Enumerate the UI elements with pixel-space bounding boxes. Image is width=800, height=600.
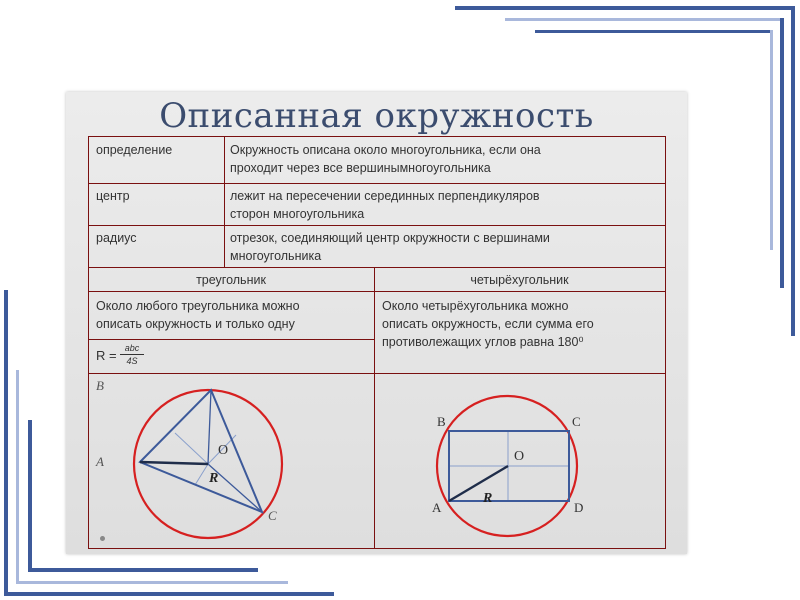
slide [66, 92, 687, 554]
frame-line-top-3 [535, 30, 770, 33]
row-definition-text-2: проходит через все вершинымногоугольника [230, 161, 491, 175]
row-divider-5 [88, 339, 374, 340]
row-radius-text-1: отрезок, соединяющий центр окружности с вершинами [230, 231, 550, 245]
quadrilateral-diagram [374, 374, 665, 546]
row-label-radius: радиус [96, 231, 137, 245]
formula-denominator: 4S [126, 356, 138, 366]
label-column-divider [224, 136, 225, 267]
tri-seg-ob [208, 390, 211, 464]
frame-line-left-1 [4, 290, 8, 596]
triangle-text-2: описать окружность и только одну [96, 317, 295, 331]
tri-label-o: O [218, 443, 229, 458]
row-label-center: центр [96, 189, 130, 203]
frame-line-bottom-1 [4, 592, 334, 596]
quad-label-a: A [432, 500, 442, 515]
frame-line-top-1 [455, 6, 795, 10]
quad-radius-oa [449, 466, 508, 501]
row-label-definition: определение [96, 143, 173, 157]
tri-perp-3 [195, 464, 208, 485]
tri-radius-oa [140, 462, 208, 464]
table-border-right [665, 136, 666, 548]
quad-label-r: R [483, 491, 493, 506]
row-divider-2 [88, 225, 666, 226]
tri-perp-1 [175, 433, 208, 464]
formula-numerator: abc [120, 343, 144, 355]
frame-line-right-3 [770, 30, 773, 250]
row-divider-4 [88, 291, 666, 292]
formula-prefix: R = [96, 348, 117, 363]
frame-line-left-2 [16, 370, 19, 582]
row-center-text-1: лежит на пересечении серединных перпендикуляров [230, 189, 540, 203]
row-definition-text-1: Окружность описана около многоугольника, если она [230, 143, 541, 157]
quad-text-2: описать окружность, если сумма его [382, 317, 594, 331]
tri-label-r: R [209, 471, 219, 486]
row-divider-3 [88, 267, 666, 268]
triangle-diagram [88, 374, 374, 546]
tri-label-a: A [96, 454, 104, 469]
frame-line-top-2 [505, 18, 783, 21]
frame-line-right-1 [791, 6, 795, 336]
slide-title: Описанная окружность [159, 96, 594, 136]
tri-label-b-left: B [96, 378, 104, 393]
frame-line-right-2 [780, 18, 784, 288]
header-quadrilateral: четырёхугольник [470, 273, 569, 287]
table-border-top [88, 136, 666, 137]
frame-line-bottom-2 [16, 581, 288, 584]
quad-text-1: Около четырёхугольника можно [382, 299, 569, 313]
row-divider-1 [88, 183, 666, 184]
quad-label-o: O [514, 449, 525, 464]
quad-label-c: C [572, 414, 581, 429]
frame-line-left-3 [28, 420, 32, 570]
header-triangle: треугольник [196, 273, 266, 287]
row-center-text-2: сторон многоугольника [230, 207, 365, 221]
triangle-text-1: Около любого треугольника можно [96, 299, 300, 313]
quad-label-d: D [574, 500, 584, 515]
tri-label-c: C [268, 508, 277, 523]
frame-line-bottom-3 [28, 568, 258, 572]
quad-label-b: B [437, 414, 446, 429]
table-border-bottom [88, 548, 666, 549]
row-radius-text-2: многоугольника [230, 249, 322, 263]
quad-text-3: противолежащих углов равна 180⁰ [382, 335, 584, 349]
